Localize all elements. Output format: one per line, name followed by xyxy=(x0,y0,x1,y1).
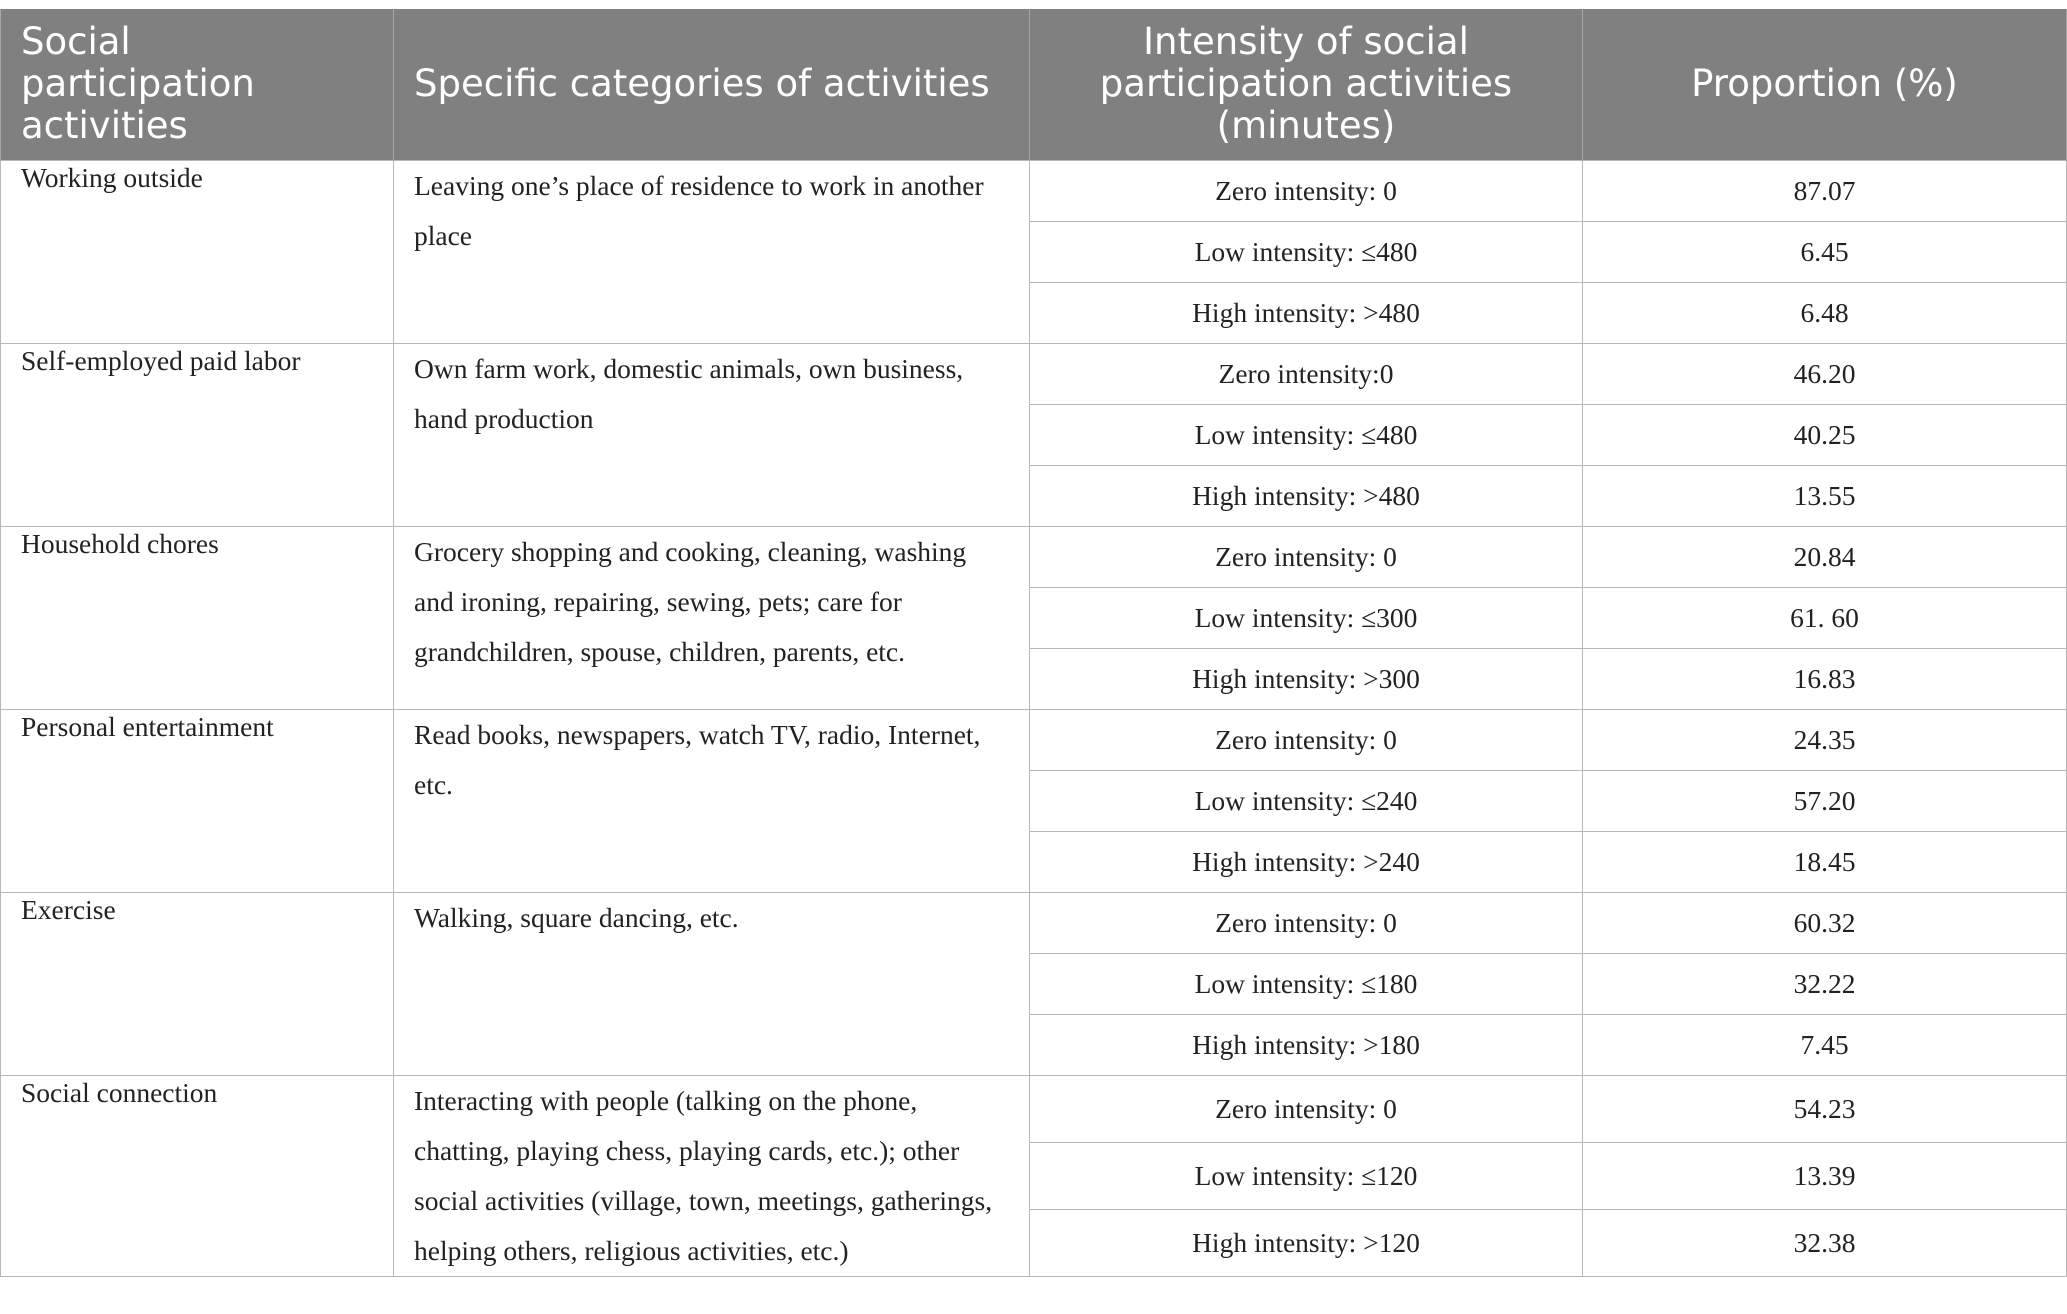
intensity-cell: Low intensity: ≤120 xyxy=(1030,1142,1583,1209)
intensity-cell: Zero intensity: 0 xyxy=(1030,892,1583,953)
proportion-cell: 18.45 xyxy=(1583,831,2067,892)
proportion-cell: 16.83 xyxy=(1583,648,2067,709)
intensity-cell: Zero intensity: 0 xyxy=(1030,160,1583,221)
proportion-cell: 61. 60 xyxy=(1583,587,2067,648)
proportion-cell: 60.32 xyxy=(1583,892,2067,953)
proportion-cell: 87.07 xyxy=(1583,160,2067,221)
intensity-cell: High intensity: >480 xyxy=(1030,282,1583,343)
header-activities: Social participation activities xyxy=(1,9,394,160)
proportion-cell: 6.45 xyxy=(1583,221,2067,282)
activity-cell: Exercise xyxy=(1,892,394,1075)
intensity-cell: High intensity: >180 xyxy=(1030,1014,1583,1075)
header-row xyxy=(1,9,2067,160)
table-body xyxy=(1,160,2067,1276)
table-row xyxy=(1,160,2067,221)
categories-cell: Leaving one’s place of residence to work in another place xyxy=(394,160,1030,343)
intensity-cell: Zero intensity: 0 xyxy=(1030,1075,1583,1142)
proportion-cell: 54.23 xyxy=(1583,1075,2067,1142)
proportion-cell: 6.48 xyxy=(1583,282,2067,343)
table-row xyxy=(1,892,2067,953)
intensity-cell: Zero intensity: 0 xyxy=(1030,709,1583,770)
categories-cell: Walking, square dancing, etc. xyxy=(394,892,1030,1075)
proportion-cell: 13.55 xyxy=(1583,465,2067,526)
intensity-cell: Zero intensity:0 xyxy=(1030,343,1583,404)
table-row xyxy=(1,709,2067,770)
categories-cell: Interacting with people (talking on the phone, chatting, playing chess, playing cards, etc.); other social activities (village, town, meetings, gatherings, helping others, religious activities, etc.) xyxy=(394,1075,1030,1276)
proportion-cell: 57.20 xyxy=(1583,770,2067,831)
categories-cell: Own farm work, domestic animals, own business, hand production xyxy=(394,343,1030,526)
intensity-cell: Low intensity: ≤480 xyxy=(1030,221,1583,282)
activity-cell: Household chores xyxy=(1,526,394,709)
proportion-cell: 13.39 xyxy=(1583,1142,2067,1209)
header-proportion: Proportion (%) xyxy=(1583,9,2067,160)
categories-cell: Grocery shopping and cooking, cleaning, washing and ironing, repairing, sewing, pets; care for grandchildren, spouse, children, parents, etc. xyxy=(394,526,1030,709)
intensity-cell: Low intensity: ≤240 xyxy=(1030,770,1583,831)
intensity-cell: High intensity: >300 xyxy=(1030,648,1583,709)
proportion-cell: 46.20 xyxy=(1583,343,2067,404)
intensity-cell: Low intensity: ≤480 xyxy=(1030,404,1583,465)
social-participation-table xyxy=(0,9,2067,1277)
proportion-cell: 24.35 xyxy=(1583,709,2067,770)
header-intensity: Intensity of social participation activities (minutes) xyxy=(1030,9,1583,160)
intensity-cell: Zero intensity: 0 xyxy=(1030,526,1583,587)
proportion-cell: 7.45 xyxy=(1583,1014,2067,1075)
proportion-cell: 20.84 xyxy=(1583,526,2067,587)
intensity-cell: High intensity: >120 xyxy=(1030,1209,1583,1276)
activity-cell: Social connection xyxy=(1,1075,394,1276)
intensity-cell: Low intensity: ≤300 xyxy=(1030,587,1583,648)
intensity-cell: High intensity: >240 xyxy=(1030,831,1583,892)
proportion-cell: 32.22 xyxy=(1583,953,2067,1014)
activity-cell: Personal entertainment xyxy=(1,709,394,892)
header-categories: Specific categories of activities xyxy=(394,9,1030,160)
table-row xyxy=(1,526,2067,587)
intensity-cell: Low intensity: ≤180 xyxy=(1030,953,1583,1014)
proportion-cell: 40.25 xyxy=(1583,404,2067,465)
activity-cell: Working outside xyxy=(1,160,394,343)
activity-cell: Self-employed paid labor xyxy=(1,343,394,526)
proportion-cell: 32.38 xyxy=(1583,1209,2067,1276)
table-row xyxy=(1,343,2067,404)
intensity-cell: High intensity: >480 xyxy=(1030,465,1583,526)
categories-cell: Read books, newspapers, watch TV, radio, Internet, etc. xyxy=(394,709,1030,892)
table-row xyxy=(1,1075,2067,1142)
